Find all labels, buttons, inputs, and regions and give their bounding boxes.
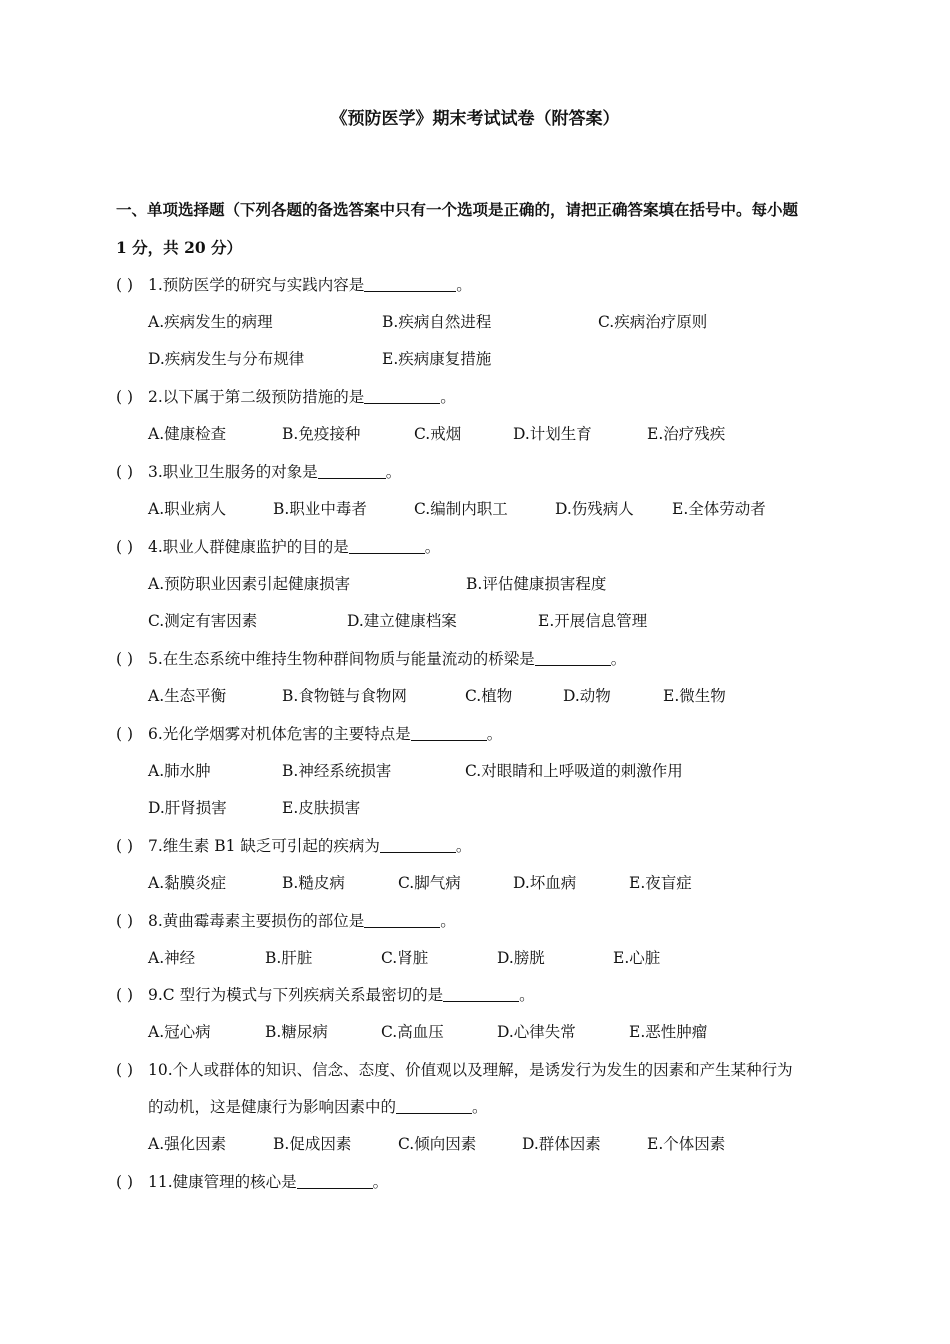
- option-c: C.戒烟: [414, 425, 462, 443]
- option-c: C.疾病治疗原则: [598, 313, 708, 331]
- answer-blank: [396, 1099, 472, 1114]
- answer-blank: [411, 726, 487, 741]
- answer-parentheses: ( ): [116, 912, 134, 930]
- question-9: [116, 983, 856, 1005]
- option-b: B.肝脏: [265, 949, 313, 967]
- option-d: D.计划生育: [513, 425, 592, 443]
- question-stem: 8.黄曲霉毒素主要损伤的部位是: [148, 912, 365, 930]
- answer-blank: [318, 464, 386, 479]
- answer-parentheses: ( ): [116, 388, 134, 406]
- stem-period: 。: [385, 463, 402, 481]
- option-d: D.心律失常: [497, 1023, 576, 1041]
- option-c: C.高血压: [381, 1023, 444, 1041]
- option-c: C.脚气病: [398, 874, 461, 892]
- option-c: C.对眼睛和上呼吸道的刺激作用: [465, 762, 683, 780]
- option-e: E.皮肤损害: [282, 799, 361, 817]
- question-5: [116, 647, 856, 669]
- option-e: E.治疗残疾: [647, 425, 726, 443]
- stem-period: 。: [486, 725, 503, 743]
- stem-period: 。: [519, 986, 535, 1004]
- stem-period: 。: [440, 912, 456, 930]
- stem-period: 。: [424, 538, 441, 556]
- question-8: [116, 909, 856, 931]
- option-c: C.测定有害因素: [148, 612, 258, 630]
- option-b: B.免疫接种: [282, 425, 361, 443]
- option-b: B.糙皮病: [282, 874, 345, 892]
- question-6: [116, 722, 856, 744]
- option-b: B.评估健康损害程度: [466, 575, 607, 593]
- answer-blank: [535, 651, 611, 666]
- question-stem: 2.以下属于第二级预防措施的是: [148, 388, 365, 406]
- answer-parentheses: ( ): [116, 463, 134, 481]
- option-a: A.职业病人: [148, 500, 227, 518]
- option-b: B.职业中毒者: [273, 500, 367, 518]
- answer-blank: [364, 913, 440, 928]
- question-11: [116, 1170, 856, 1192]
- option-e: E.个体因素: [647, 1135, 726, 1153]
- question-stem: 4.职业人群健康监护的目的是: [148, 538, 349, 556]
- option-a: A.冠心病: [148, 1023, 211, 1041]
- question-stem: 5.在生态系统中维持生物种群间物质与能量流动的桥梁是: [148, 650, 535, 668]
- option-a: A.生态平衡: [148, 687, 227, 705]
- question-stem: 7.维生素 B1 缺乏可引起的疾病为: [148, 837, 380, 855]
- question-stem: 1.预防医学的研究与实践内容是: [148, 276, 365, 294]
- option-e: E.全体劳动者: [672, 500, 766, 518]
- page-title: 《预防医学》期末考试试卷（附答案）: [330, 109, 620, 129]
- option-b: B.食物链与食物网: [282, 687, 407, 705]
- option-d: D.伤残病人: [555, 500, 634, 518]
- option-a: A.肺水肿: [148, 762, 211, 780]
- option-d: D.坏血病: [513, 874, 577, 892]
- section-heading: 一、单项选择题（下列各题的备选答案中只有一个选项是正确的，请把正确答案填在括号中。每小题: [116, 200, 799, 219]
- answer-parentheses: ( ): [116, 276, 134, 294]
- option-b: B.糖尿病: [265, 1023, 328, 1041]
- option-a: A.疾病发生的病理: [148, 313, 273, 331]
- option-a: A.健康检查: [148, 425, 227, 443]
- option-d: D.疾病发生与分布规律: [148, 350, 305, 368]
- question-4: [116, 535, 856, 557]
- question-stem: 6.光化学烟雾对机体危害的主要特点是: [148, 725, 411, 743]
- option-d: D.群体因素: [522, 1135, 601, 1153]
- answer-blank: [364, 389, 440, 404]
- answer-parentheses: ( ): [116, 650, 134, 668]
- option-a: A.预防职业因素引起健康损害: [148, 575, 351, 593]
- answer-blank: [297, 1174, 373, 1189]
- question-stem-cont: [148, 1095, 888, 1117]
- stem-period: 。: [610, 650, 627, 668]
- stem-period: 。: [456, 276, 472, 294]
- question-stem: 9.C 型行为模式与下列疾病关系最密切的是: [148, 986, 444, 1004]
- option-d: D.动物: [563, 687, 611, 705]
- answer-blank: [349, 539, 425, 554]
- option-b: B.疾病自然进程: [382, 313, 492, 331]
- option-e: E.夜盲症: [629, 874, 692, 892]
- answer-blank: [380, 838, 456, 853]
- option-c: C.编制内职工: [414, 500, 508, 518]
- question-10: [116, 1058, 856, 1080]
- question-stem-line2: 的动机，这是健康行为影响因素中的: [148, 1098, 397, 1116]
- option-a: A.神经: [148, 949, 196, 967]
- question-stem: 11.健康管理的核心是: [148, 1173, 297, 1191]
- option-e: E.恶性肿瘤: [629, 1023, 708, 1041]
- answer-parentheses: ( ): [116, 1061, 134, 1079]
- question-stem: 10.个人或群体的知识、信念、态度、价值观以及理解，是诱发行为发生的因素和产生某种行为: [148, 1061, 793, 1079]
- answer-parentheses: ( ): [116, 986, 134, 1004]
- option-d: D.肝肾损害: [148, 799, 227, 817]
- answer-parentheses: ( ): [116, 725, 134, 743]
- answer-parentheses: ( ): [116, 538, 134, 556]
- answer-parentheses: ( ): [116, 1173, 134, 1191]
- option-c: C.倾向因素: [398, 1135, 477, 1153]
- answer-blank: [364, 277, 456, 292]
- stem-period: 。: [472, 1098, 488, 1116]
- stem-period: 。: [372, 1173, 389, 1191]
- option-d: D.膀胱: [497, 949, 545, 967]
- option-e: E.微生物: [663, 687, 726, 705]
- option-d: D.建立健康档案: [347, 612, 457, 630]
- option-b: B.促成因素: [273, 1135, 352, 1153]
- option-c: C.肾脏: [381, 949, 429, 967]
- option-e: E.心脏: [613, 949, 661, 967]
- section-heading-cont: 1 分，共 20 分）: [116, 238, 243, 257]
- question-7: [116, 834, 856, 856]
- answer-parentheses: ( ): [116, 837, 134, 855]
- option-c: C.植物: [465, 687, 513, 705]
- answer-blank: [443, 987, 519, 1002]
- option-a: A.强化因素: [148, 1135, 227, 1153]
- question-2: [116, 385, 856, 407]
- option-e: E.开展信息管理: [538, 612, 648, 630]
- question-3: [116, 460, 856, 482]
- option-b: B.神经系统损害: [282, 762, 392, 780]
- option-e: E.疾病康复措施: [382, 350, 492, 368]
- stem-period: 。: [440, 388, 456, 406]
- stem-period: 。: [455, 837, 472, 855]
- question-1: [116, 273, 856, 295]
- option-a: A.黏膜炎症: [148, 874, 227, 892]
- question-stem: 3.职业卫生服务的对象是: [148, 463, 318, 481]
